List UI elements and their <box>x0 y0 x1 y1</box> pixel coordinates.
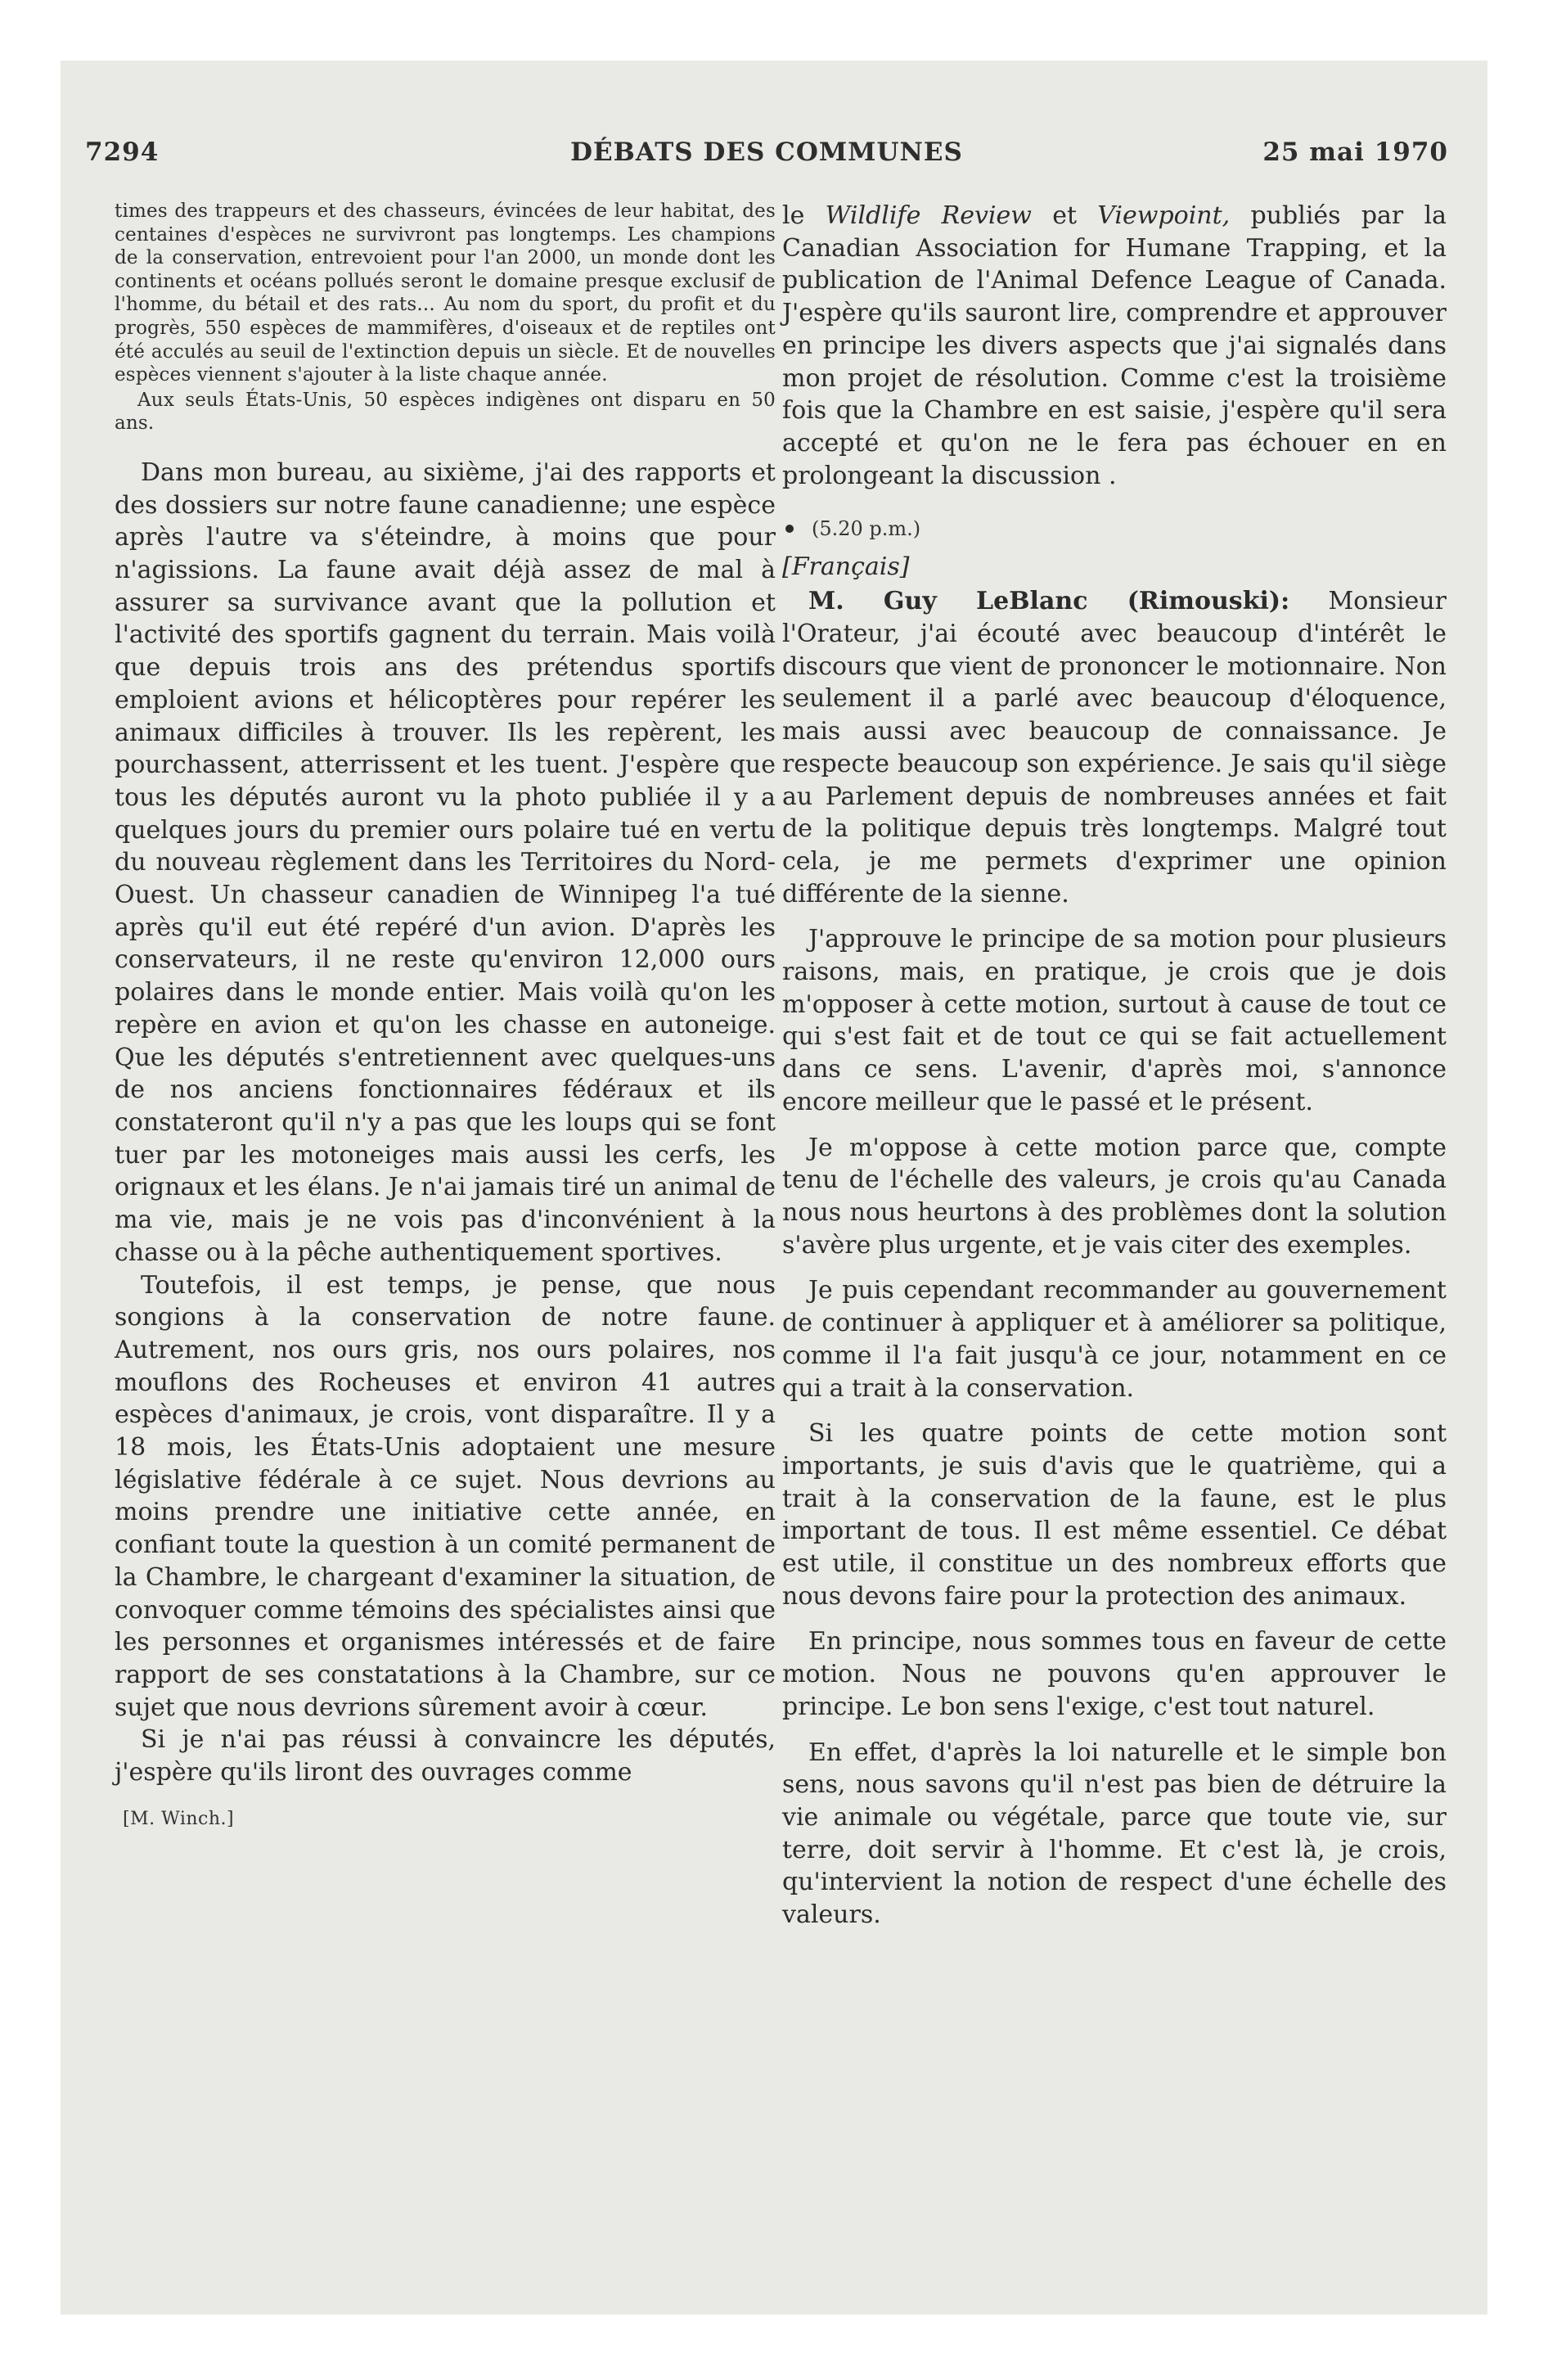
quoted-paragraph: Aux seuls États-Unis, 50 espèces indigènes ont disparu en 50 ans. <box>115 389 776 435</box>
language-marker: [Français] <box>782 552 910 582</box>
speech-paragraph: Si je n'ai pas réussi à convaincre les députés, j'espère qu'ils liront des ouvrages comme <box>115 1725 776 1787</box>
bullet-icon <box>785 525 794 533</box>
speech-paragraph: M. Guy LeBlanc (Rimouski): Monsieur l'Orateur, j'ai écouté avec beaucoup d'intérêt le discours que vient de prononcer le motionnaire. Non seulement il a parlé avec beaucoup d'éloquence, mais aussi avec beaucoup de connaissance. Je respecte beaucoup son expérience. Je sais qu'il siège au Parlement depuis de nombreuses années et fait de la politique depuis très longtemps. Malgré tout cela, je me permets d'exprimer une opinion différente de la sienne. <box>782 587 1447 908</box>
page-number: 7294 <box>85 137 160 167</box>
speech-paragraph: En principe, nous sommes tous en faveur de cette motion. Nous ne pouvons qu'en approuver le principe. Le bon sens l'exige, c'est tout naturel. <box>782 1627 1447 1721</box>
speech-paragraph: En effet, d'après la loi naturelle et le simple bon sens, nous savons qu'il n'est pas bien de détruire la vie animale ou végétale, parce que toute vie, sur terre, doit servir à l'homme. Et c'est là, je crois, qu'intervient la notion de respect d'une échelle des valeurs. <box>782 1738 1447 1930</box>
speech-paragraph: Je puis cependant recommander au gouvernement de continuer à appliquer et à améliorer sa politique, comme il l'a fait jusqu'à ce jour, notamment en ce qui a trait à la conservation. <box>782 1276 1447 1403</box>
publication-name: Viewpoint, <box>1097 201 1231 230</box>
session-date: 25 mai 1970 <box>1262 137 1448 167</box>
speaker-tag: [M. Winch.] <box>123 1808 235 1829</box>
publication-name: Wildlife Review <box>825 201 1032 230</box>
publication-title: DÉBATS DES COMMUNES <box>570 137 963 167</box>
left-column <box>115 200 776 1832</box>
speech-paragraph: le Wildlife Review et Viewpoint, publiés par la Canadian Association for Humane Trapping, et la publication de l'Animal Defence League of Canada. J'espère qu'ils sauront lire, comprendre et approuver en principe les divers aspects que j'ai signalés dans mon projet de résolution. Comme c'est la troisième fois que la Chambre en est saisie, j'espère qu'il sera accepté et qu'on ne le fera pas échouer en en prolongeant la discussion . <box>782 201 1447 490</box>
speech-paragraph: Si les quatre points de cette motion sont importants, je suis d'avis que le quatrième, qui a trait à la conservation de la faune, est le plus important de tous. Il est même essentiel. Ce débat est utile, il constitue un des nombreux efforts que nous devons faire pour la protection des animaux. <box>782 1419 1447 1611</box>
speaker-name: M. Guy LeBlanc (Rimouski): <box>808 587 1290 616</box>
time-marker: (5.20 p.m.) <box>782 515 1447 543</box>
speech-paragraph: Dans mon bureau, au sixième, j'ai des rapports et des dossiers sur notre faune canadienne; une espèce après l'autre va s'éteindre, à moins que pour n'agissions. La faune avait déjà assez de mal à assurer sa survivance avant que la pollution et l'activité des sportifs gagnent du terrain. Mais voilà que depuis trois ans des prétendus sportifs emploient avions et hélicoptères pour repérer les animaux difficiles à trouver. Ils les repèrent, les pourchassent, atterrissent et les tuent. J'espère que tous les députés auront vu la photo publiée il y a quelques jours du premier ours polaire tué en vertu du nouveau règlement dans les Territoires du Nord-Ouest. Un chasseur canadien de Winnipeg l'a tué après qu'il eut été repéré d'un avion. D'après les conservateurs, il ne reste qu'environ 12,000 ours polaires dans le monde entier. Mais voilà qu'on les repère en avion et qu'on les chasse en autoneige. Que les députés s'entretiennent avec quelques-uns de nos anciens fonctionnaires fédéraux et ils constateront qu'il n'y a pas que les loups qui se font tuer par les motoneiges mais aussi les cerfs, les orignaux et les élans. Je n'ai jamais tiré un animal de ma vie, mais je ne vois pas d'inconvénient à la chasse ou à la pêche authentiquement sportives. <box>115 458 776 1267</box>
page-header <box>85 137 1448 178</box>
speech-paragraph: J'approuve le principe de sa motion pour plusieurs raisons, mais, en pratique, je crois que je dois m'opposer à cette motion, surtout à cause de tout ce qui s'est fait et de tout ce qui se fait actuellement dans ce sens. L'avenir, d'après moi, s'annonce encore meilleur que le passé et le présent. <box>782 925 1447 1116</box>
speech-paragraph: Je m'oppose à cette motion parce que, compte tenu de l'échelle des valeurs, je crois qu'au Canada nous nous heurtons à des problèmes dont la solution s'avère plus urgente, et je vais citer des exemples. <box>782 1133 1447 1260</box>
quoted-paragraph: times des trappeurs et des chasseurs, évincées de leur habitat, des centaines d'espèces ne survivront pas longtemps. Les champions de la conservation, entrevoient pour l'an 2000, un monde dont les continents et océans pollués seront le domaine presque exclusif de l'homme, du bétail et des rats... Au nom du sport, du profit et du progrès, 550 espèces de mammifères, d'oiseaux et de reptiles ont été acculés au seuil de l'extinction depuis un siècle. Et de nouvelles espèces viennent s'ajouter à la liste chaque année. <box>115 201 776 386</box>
speech-paragraph: Toutefois, il est temps, je pense, que nous songions à la conservation de notre faune. Autrement, nos ours gris, nos ours polaires, nos mouflons des Rocheuses et environ 41 autres espèces d'animaux, je crois, vont disparaître. Il y a 18 mois, les États-Unis adoptaient une mesure législative fédérale à ce sujet. Nous devrions au moins prendre une initiative cette année, en confiant toute la question à un comité permanent de la Chambre, le chargeant d'examiner la situation, de convoquer comme témoins des spécialistes ainsi que les personnes et organismes intéressés et de faire rapport de ses constatations à la Chambre, sur ce sujet que nous devrions sûrement avoir à cœur. <box>115 1270 776 1722</box>
right-column <box>782 200 1447 1931</box>
